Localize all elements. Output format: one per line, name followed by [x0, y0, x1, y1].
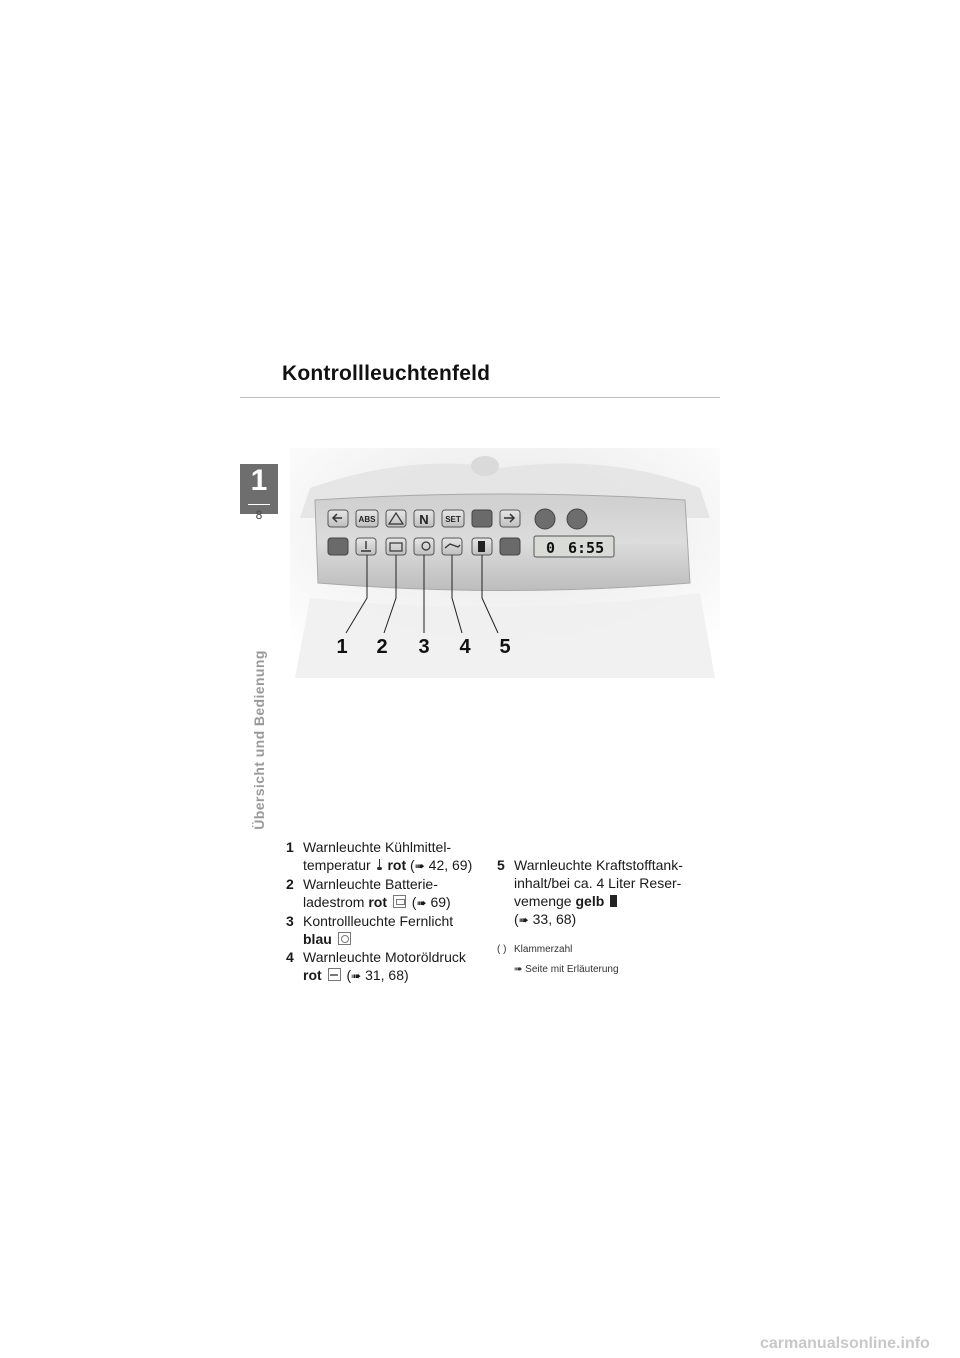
callout-5: 5: [499, 636, 511, 658]
callout-4: 4: [459, 636, 471, 658]
legend-item-4-line1: Warnleuchte Motoröldruck: [303, 949, 466, 965]
legend-item-2-ref: 69): [430, 894, 451, 910]
legend-item-5-line3: [514, 892, 697, 910]
page-ref-arrow-icon: ➠: [518, 913, 529, 927]
instrument-panel-photo: [290, 448, 720, 678]
callout-2: 2: [376, 636, 388, 658]
legend-right-column: [497, 838, 697, 978]
fuel-pump-icon: [478, 541, 485, 552]
neutral-label: N: [419, 512, 429, 527]
legend-item-3-line1: Kontrollleuchte Fernlicht: [303, 913, 454, 929]
legend-item-5-line4: (➠ 33, 68): [514, 911, 577, 927]
legend-item-3-number: 3: [286, 913, 294, 929]
legend-left-column: [286, 838, 486, 985]
legend-item-5-prefix: vemenge: [514, 893, 572, 909]
blank-indicator-bottom-right: [500, 538, 520, 555]
title-rule: [240, 397, 720, 398]
legend-item-2-line1: Warnleuchte Batterie-: [303, 876, 438, 892]
side-section-title: Übersicht und Bedienung: [251, 650, 267, 830]
legend-item-2-line2: ladestrom rot (➠ 69): [303, 894, 451, 910]
legend-item-1-line2: temperatur rot (➠ 42, 69): [303, 857, 473, 873]
legend-item-1-prefix: temperatur: [303, 857, 371, 873]
note-bracket-text: Klammerzahl: [514, 944, 573, 955]
legend-item-3-color: blau: [303, 931, 332, 947]
legend-item-2-color: rot: [368, 894, 388, 910]
chapter-number: 1: [250, 464, 268, 497]
page-number: 8: [255, 508, 263, 522]
note-bracket-number: [497, 942, 697, 958]
legend-item-5-number: 5: [497, 857, 505, 873]
page-ref-arrow-icon: ➠: [414, 859, 425, 873]
legend-item-1-number: 1: [286, 839, 294, 855]
legend-item-4-number: 4: [286, 949, 294, 965]
legend-item-5-ref: 33, 68): [532, 911, 577, 927]
page-ref-arrow-icon: ➠: [514, 964, 523, 975]
page-title: Kontrollleuchtenfeld: [282, 362, 491, 385]
battery-indicator: [386, 538, 406, 555]
legend-item-1-ref: 42, 69): [428, 857, 473, 873]
housing-knob: [471, 456, 499, 476]
blank-indicator-top: [472, 510, 492, 527]
legend-notes: [497, 942, 697, 978]
top-indicator-row: [328, 509, 587, 529]
oil-can-icon: [328, 968, 341, 981]
legend-item-4: [286, 948, 486, 985]
note-bracket-key: ( ): [497, 944, 507, 955]
coolant-temp-icon: [377, 859, 382, 871]
high-beam-icon: [338, 932, 351, 945]
lcd-gear-readout: 0: [546, 539, 556, 557]
abs-label: ABS: [358, 515, 376, 524]
legend-item-1: [286, 838, 486, 875]
legend-item-2-prefix: ladestrom: [303, 894, 365, 910]
legend-item-5: [497, 856, 697, 929]
clock-button-left: [535, 509, 555, 529]
legend-item-3: [286, 912, 486, 948]
fuel-pump-icon: [610, 895, 617, 907]
chapter-tab: [240, 464, 278, 514]
legend-item-1-color: rot: [387, 857, 407, 873]
page-ref-arrow-icon: ➠: [351, 969, 362, 983]
legend-item-5-line1: Warnleuchte Kraftstofftank-: [514, 857, 683, 873]
chapter-divider: [248, 504, 270, 505]
legend-item-4-line2: rot (➠ 31, 68): [303, 967, 409, 983]
legend-item-3-line2: [303, 930, 486, 948]
battery-icon: [393, 895, 406, 908]
blank-indicator-bottom-left: [328, 538, 348, 555]
callout-3: 3: [418, 636, 430, 658]
watermark: carmanualsonline.info: [760, 1335, 930, 1352]
page-ref-arrow-icon: ➠: [416, 896, 427, 910]
legend-item-2: [286, 875, 486, 912]
legend-item-2-number: 2: [286, 876, 294, 892]
lcd-clock-readout: 6:55: [568, 539, 605, 557]
legend-item-4-ref: 31, 68): [365, 967, 409, 983]
set-label: SET: [445, 515, 461, 524]
note-page-ref-text: Seite mit Erläuterung: [525, 964, 619, 975]
clock-button-right: [567, 509, 587, 529]
legend-item-5-line2: inhalt/bei ca. 4 Liter Reser-: [514, 875, 682, 891]
note-page-ref: [497, 962, 697, 978]
high-beam-indicator: [414, 538, 434, 555]
callout-1: 1: [336, 636, 348, 658]
legend-item-4-color: rot: [303, 967, 322, 983]
legend-item-5-color: gelb: [575, 893, 605, 909]
legend-item-1-line1: Warnleuchte Kühlmittel-: [303, 839, 452, 855]
